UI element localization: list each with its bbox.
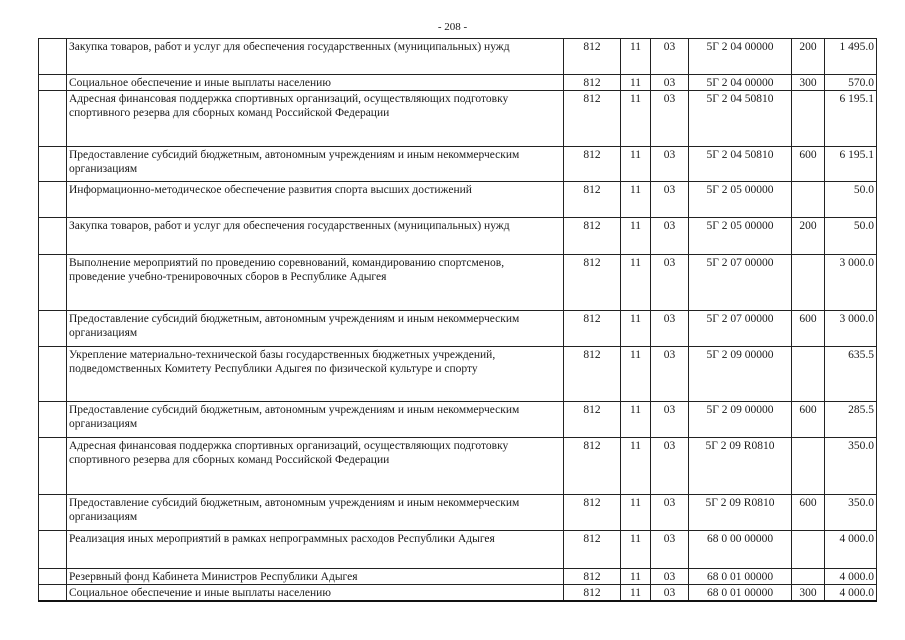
amount: 350.0 [825,438,877,495]
ministry-code: 812 [564,569,621,585]
expense-name: Адресная финансовая поддержка спортивных организаций, осуществляющих подготовку спортивного резерва для сборных команд Российской Федерации [67,438,564,495]
expense-type-code: 600 [792,311,825,347]
amount: 570.0 [825,75,877,91]
table-row [39,91,877,147]
section-code: 11 [621,147,651,182]
amount: 350.0 [825,495,877,531]
amount: 3 000.0 [825,255,877,311]
amount: 1 495.0 [825,39,877,75]
table-row [39,585,877,602]
expense-name: Резервный фонд Кабинета Министров Республики Адыгея [67,569,564,585]
row-number-cell [39,311,67,347]
expense-type-code [792,255,825,311]
table-row [39,438,877,495]
row-number-cell [39,495,67,531]
row-number-cell [39,147,67,182]
row-number-cell [39,585,67,602]
expense-name: Укрепление материально-технической базы государственных бюджетных учреждений, подведомственных Комитету Республики Адыгея по физической культуре и спорту [67,347,564,402]
row-number-cell [39,218,67,255]
expense-name: Адресная финансовая поддержка спортивных организаций, осуществляющих подготовку спортивного резерва для сборных команд Российской Федерации [67,91,564,147]
expense-type-code: 600 [792,495,825,531]
subsection-code: 03 [651,347,689,402]
section-code: 11 [621,438,651,495]
subsection-code: 03 [651,438,689,495]
target-code: 5Г 2 04 50810 [689,147,792,182]
target-code: 5Г 2 05 00000 [689,182,792,218]
subsection-code: 03 [651,39,689,75]
ministry-code: 812 [564,75,621,91]
row-number-cell [39,531,67,569]
section-code: 11 [621,531,651,569]
page-number: - 208 - [437,21,468,33]
amount: 50.0 [825,182,877,218]
subsection-code: 03 [651,495,689,531]
section-code: 11 [621,218,651,255]
subsection-code: 03 [651,531,689,569]
target-code: 5Г 2 09 00000 [689,347,792,402]
expense-type-code [792,531,825,569]
expense-name: Закупка товаров, работ и услуг для обеспечения государственных (муниципальных) нужд [67,39,564,75]
ministry-code: 812 [564,182,621,218]
row-number-cell [39,75,67,91]
target-code: 5Г 2 09 R0810 [689,495,792,531]
amount: 4 000.0 [825,531,877,569]
expense-name: Закупка товаров, работ и услуг для обеспечения государственных (муниципальных) нужд [67,218,564,255]
section-code: 11 [621,347,651,402]
table-row [39,531,877,569]
expense-type-code [792,91,825,147]
subsection-code: 03 [651,311,689,347]
subsection-code: 03 [651,147,689,182]
expense-name: Предоставление субсидий бюджетным, автономным учреждениям и иным некоммерческим организациям [67,311,564,347]
section-code: 11 [621,495,651,531]
section-code: 11 [621,402,651,438]
subsection-code: 03 [651,585,689,602]
subsection-code: 03 [651,91,689,147]
ministry-code: 812 [564,402,621,438]
row-number-cell [39,438,67,495]
amount: 285.5 [825,402,877,438]
expense-type-code: 600 [792,402,825,438]
table-row [39,218,877,255]
expense-name: Предоставление субсидий бюджетным, автономным учреждениям и иным некоммерческим организациям [67,402,564,438]
row-number-cell [39,402,67,438]
amount: 50.0 [825,218,877,255]
expense-name: Информационно-методическое обеспечение развития спорта высших достижений [67,182,564,218]
expense-type-code: 300 [792,585,825,602]
ministry-code: 812 [564,218,621,255]
table-row [39,39,877,75]
subsection-code: 03 [651,402,689,438]
ministry-code: 812 [564,39,621,75]
target-code: 5Г 2 04 50810 [689,91,792,147]
expense-type-code: 300 [792,75,825,91]
subsection-code: 03 [651,182,689,218]
table-row [39,311,877,347]
ministry-code: 812 [564,255,621,311]
row-number-cell [39,91,67,147]
target-code: 5Г 2 04 00000 [689,75,792,91]
row-number-cell [39,255,67,311]
section-code: 11 [621,255,651,311]
target-code: 68 0 01 00000 [689,569,792,585]
table-row [39,569,877,585]
expense-name: Выполнение мероприятий по проведению соревнований, командированию спортсменов, проведение учебно-тренировочных сборов в Республике Адыгея [67,255,564,311]
table-row [39,75,877,91]
table-row [39,255,877,311]
expense-name: Предоставление субсидий бюджетным, автономным учреждениям и иным некоммерческим организациям [67,495,564,531]
row-number-cell [39,347,67,402]
table-row [39,347,877,402]
row-number-cell [39,182,67,218]
amount: 4 000.0 [825,569,877,585]
ministry-code: 812 [564,438,621,495]
amount: 635.5 [825,347,877,402]
section-code: 11 [621,311,651,347]
expense-type-code [792,438,825,495]
subsection-code: 03 [651,75,689,91]
expense-type-code [792,569,825,585]
ministry-code: 812 [564,147,621,182]
target-code: 5Г 2 07 00000 [689,255,792,311]
subsection-code: 03 [651,218,689,255]
section-code: 11 [621,75,651,91]
target-code: 5Г 2 07 00000 [689,311,792,347]
table-row [39,495,877,531]
table-row [39,182,877,218]
ministry-code: 812 [564,531,621,569]
ministry-code: 812 [564,347,621,402]
target-code: 68 0 00 00000 [689,531,792,569]
amount: 6 195.1 [825,147,877,182]
amount: 4 000.0 [825,585,877,602]
expense-name: Социальное обеспечение и иные выплаты населению [67,75,564,91]
budget-table [38,38,877,602]
target-code: 5Г 2 09 00000 [689,402,792,438]
section-code: 11 [621,39,651,75]
expense-type-code [792,182,825,218]
ministry-code: 812 [564,585,621,602]
expense-name: Социальное обеспечение и иные выплаты населению [67,585,564,602]
expense-name: Предоставление субсидий бюджетным, автономным учреждениям и иным некоммерческим организациям [67,147,564,182]
target-code: 5Г 2 04 00000 [689,39,792,75]
subsection-code: 03 [651,255,689,311]
target-code: 5Г 2 09 R0810 [689,438,792,495]
section-code: 11 [621,569,651,585]
amount: 3 000.0 [825,311,877,347]
ministry-code: 812 [564,91,621,147]
target-code: 5Г 2 05 00000 [689,218,792,255]
amount: 6 195.1 [825,91,877,147]
ministry-code: 812 [564,495,621,531]
table-row [39,147,877,182]
expense-type-code: 200 [792,218,825,255]
target-code: 68 0 01 00000 [689,585,792,602]
row-number-cell [39,569,67,585]
table-row [39,402,877,438]
row-number-cell [39,39,67,75]
expense-type-code: 600 [792,147,825,182]
expense-type-code: 200 [792,39,825,75]
subsection-code: 03 [651,569,689,585]
ministry-code: 812 [564,311,621,347]
section-code: 11 [621,585,651,602]
section-code: 11 [621,91,651,147]
section-code: 11 [621,182,651,218]
expense-type-code [792,347,825,402]
expense-name: Реализация иных мероприятий в рамках непрограммных расходов Республики Адыгея [67,531,564,569]
